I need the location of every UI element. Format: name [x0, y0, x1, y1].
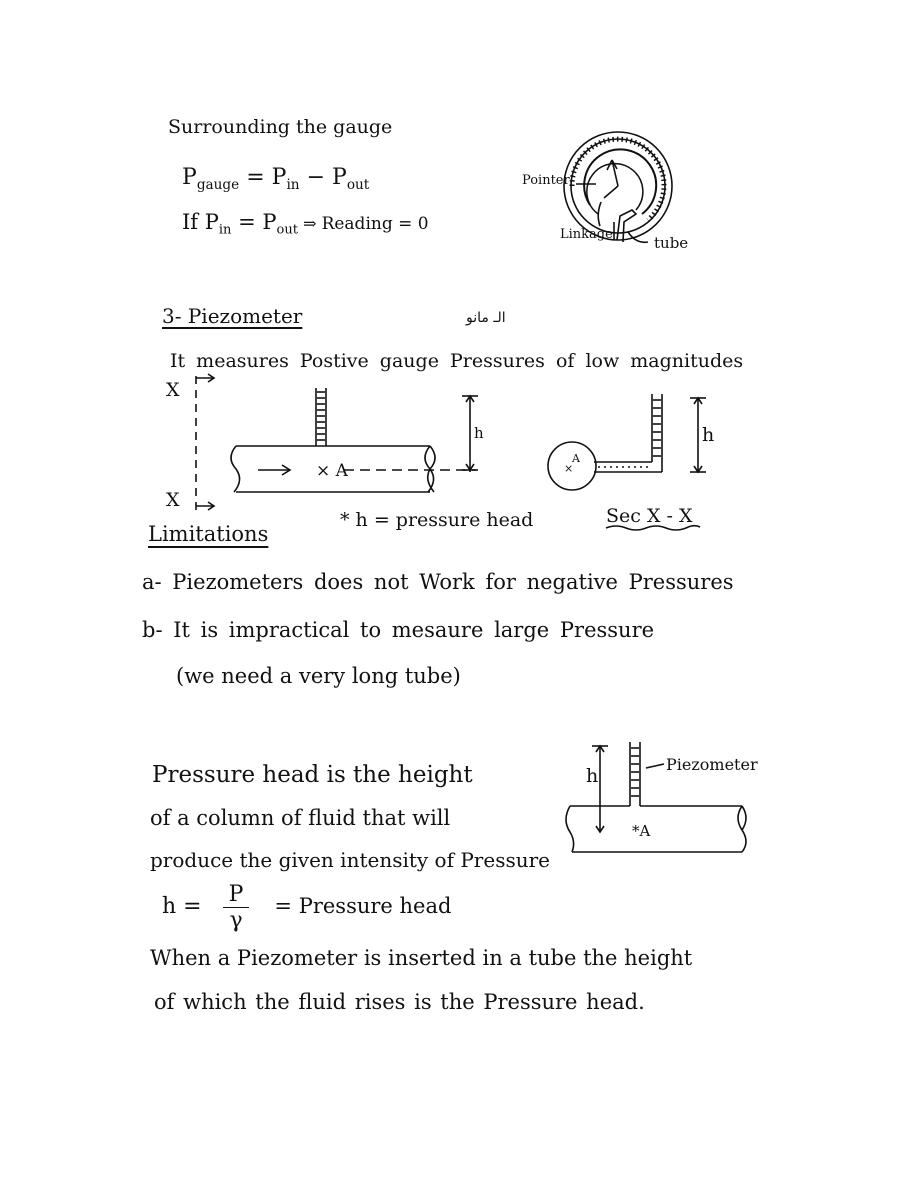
- pressure-head-formula: h = $\frac{P}{\gamma}$ = Pressure head: [162, 882, 452, 933]
- piezometer-heading: 3- Piezometer: [162, 304, 303, 328]
- point-x-label: ×: [564, 462, 574, 475]
- section-label: Sec X - X: [606, 505, 693, 527]
- piezometer-label: Piezometer: [666, 755, 758, 774]
- linkage-label: Linkage: [560, 227, 613, 242]
- surrounding-text: Surrounding the gauge: [168, 116, 393, 138]
- when-line-2: of which the fluid rises is the Pressure head.: [154, 990, 645, 1014]
- limitation-b-note: (we need a very long tube): [176, 664, 461, 688]
- equal-pressure-condition: If $P_{in} = P_{out}$ ⇒ Reading = 0: [182, 210, 429, 238]
- point-a-small-label: A: [572, 452, 580, 465]
- pressure-head-h-label: h: [586, 765, 599, 787]
- arabic-note: الـ مانو: [466, 310, 506, 326]
- pressure-head-line-2: of a column of fluid that will: [150, 806, 451, 830]
- piezometer-intro: It measures Postive gauge Pressures of low magnitudes: [170, 350, 744, 372]
- tube-label: tube: [654, 234, 689, 252]
- limitations-title: Limitations: [148, 522, 269, 546]
- pressure-head-note: * h = pressure head: [340, 509, 534, 531]
- when-line-1: When a Piezometer is inserted in a tube the height: [150, 946, 693, 970]
- h-label-section: h: [702, 424, 715, 446]
- pressure-head-line-1: Pressure head is the height: [152, 762, 473, 788]
- x-top-label: X: [166, 379, 180, 401]
- x-bottom-label: X: [166, 489, 180, 511]
- limitation-a: a- Piezometers does not Work for negative Pressures: [142, 570, 734, 594]
- pressure-head-line-3: produce the given intensity of Pressure: [150, 848, 551, 872]
- point-a-label: × A: [316, 461, 348, 481]
- limitation-b: b- It is impractical to mesaure large Pressure: [142, 618, 655, 642]
- point-a-star-label: *A: [632, 822, 651, 840]
- gauge-equation: $P_{gauge} = P_{in} - P_{out}$: [182, 165, 370, 193]
- h-label-pipe: h: [474, 424, 484, 442]
- pointer-label: Pointer: [522, 173, 570, 188]
